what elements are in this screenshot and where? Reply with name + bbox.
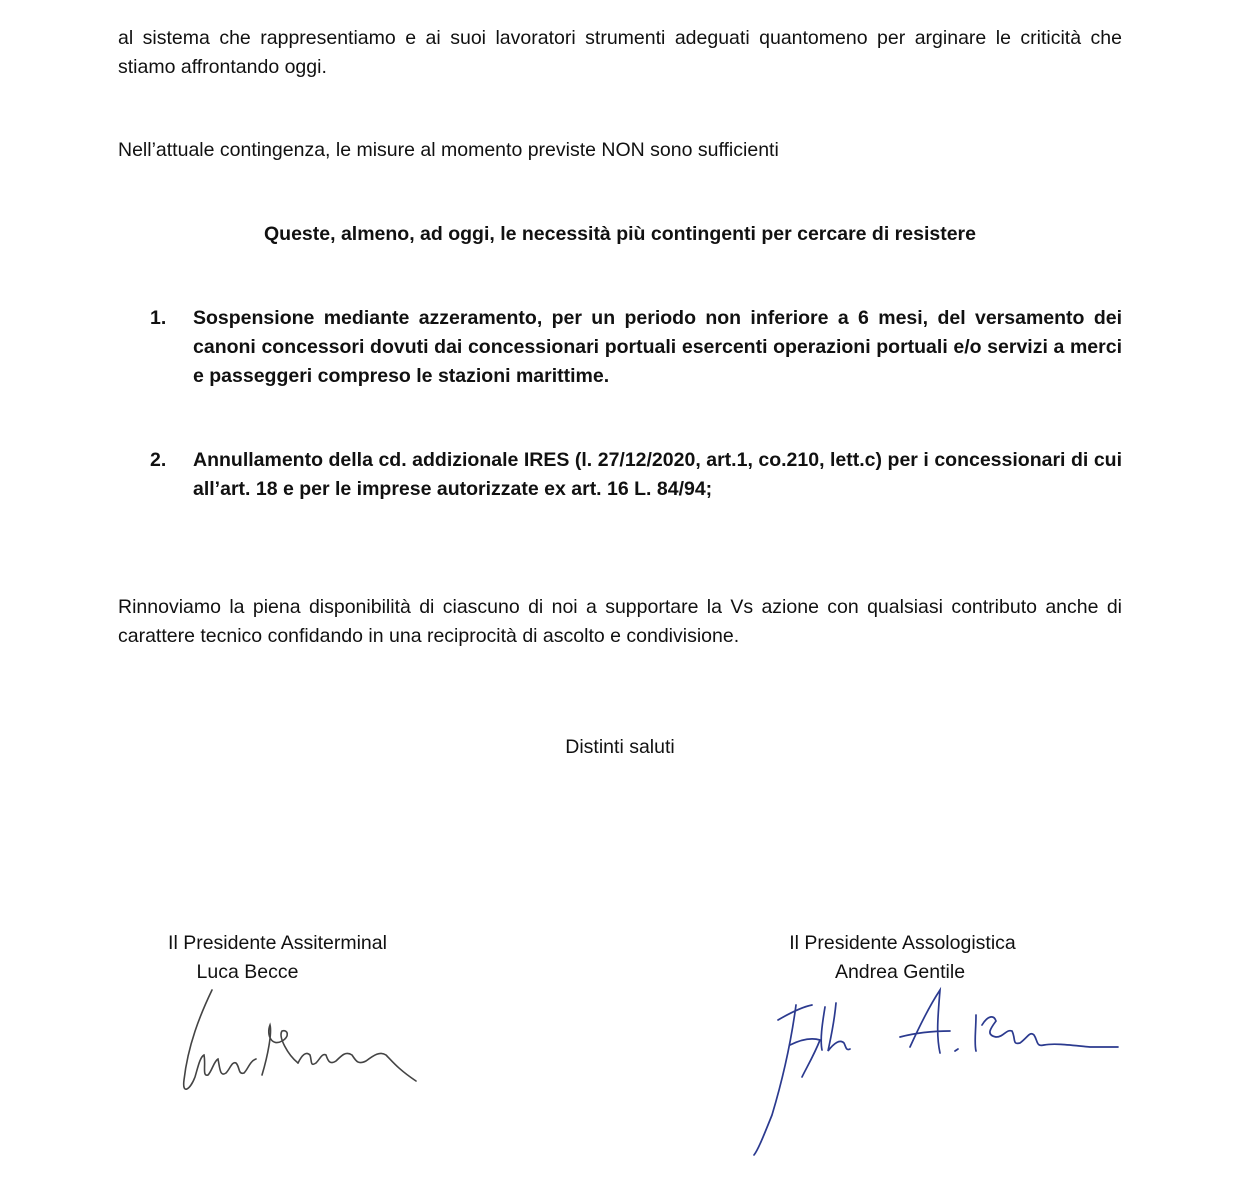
- statement-paragraph: Nell’attuale contingenza, le misure al momento previste NON sono sufficienti: [118, 139, 779, 161]
- signatory-assiterminal: [150, 929, 405, 987]
- signature-becce: [170, 985, 430, 1105]
- request-text: Sospensione mediante azzeramento, per un periodo non inferiore a 6 mesi, del versamento dei canoni concessori dovuti dai concessionari portuali esercenti operazioni portuali e/o servizi a merci e passeggeri compreso le stazioni marittime.: [193, 307, 1122, 387]
- signatory-role: Il Presidente Assologistica: [789, 932, 1016, 954]
- signatory-name: Luca Becce: [196, 961, 299, 983]
- closing-paragraph: Rinnoviamo la piena disponibilità di ciascuno di noi a supportare la Vs azione con qualsiasi contributo anche di carattere tecnico confidando in una reciprocità di ascolto e condivisione.: [118, 596, 1122, 647]
- signature-gentile: [750, 985, 1130, 1160]
- intro-paragraph: al sistema che rappresentiamo e ai suoi lavoratori strumenti adeguati quantomeno per arginare le criticità che stiamo affrontando oggi.: [118, 27, 1122, 78]
- request-text: Annullamento della cd. addizionale IRES (l. 27/12/2020, art.1, co.210, lett.c) per i concessionari di cui all’art. 18 e per le imprese autorizzate ex art. 16 L. 84/94;: [193, 449, 1122, 500]
- salutation: Distinti saluti: [565, 736, 675, 758]
- signatory-assologistica: [775, 929, 1030, 987]
- signatory-role: Il Presidente Assiterminal: [168, 932, 387, 954]
- request-number: 2.: [150, 449, 167, 471]
- requests-heading: Queste, almeno, ad oggi, le necessità più contingenti per cercare di resistere: [264, 223, 976, 245]
- signatory-name: Andrea Gentile: [834, 961, 966, 983]
- request-number: 1.: [150, 307, 167, 329]
